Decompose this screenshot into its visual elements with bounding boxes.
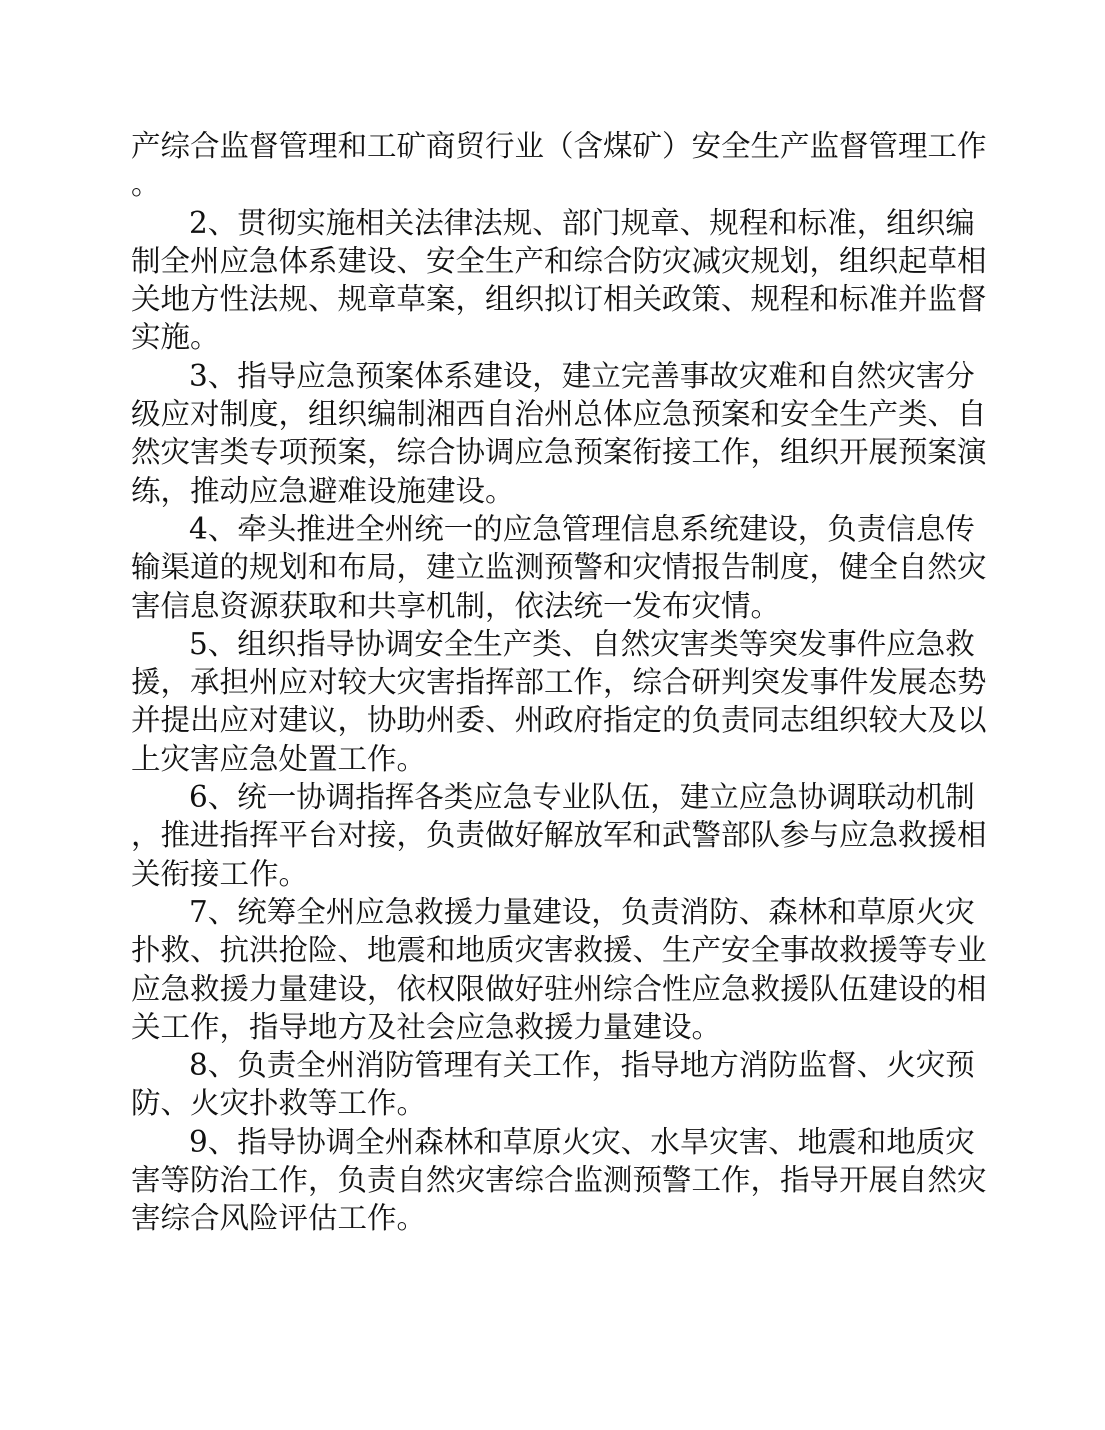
text-line: 级应对制度，组织编制湘西自治州总体应急预案和安全生产类、自 <box>131 397 987 432</box>
text-line: 应急救援力量建设，依权限做好驻州综合性应急救援队伍建设的相 <box>131 971 987 1006</box>
paragraph <box>131 204 987 357</box>
paragraph <box>131 1046 975 1123</box>
paragraph <box>131 625 987 778</box>
paragraph <box>131 510 987 625</box>
text-line: 8、负责全州消防管理有关工作，指导地方消防监督、火灾预 <box>189 1048 975 1083</box>
text-line: 实施。 <box>131 320 220 355</box>
document-body <box>131 127 987 1238</box>
paragraph <box>131 127 987 204</box>
paragraph <box>131 357 987 510</box>
text-line: 制全州应急体系建设、安全生产和综合防灾减灾规划，组织起草相 <box>131 243 987 278</box>
text-line: 并提出应对建议，协助州委、州政府指定的负责同志组织较大及以 <box>131 703 987 738</box>
text-line: 上灾害应急处置工作。 <box>131 741 427 776</box>
text-line: 援，承担州应对较大灾害指挥部工作，综合研判突发事件发展态势 <box>131 665 987 700</box>
text-line: 关工作，指导地方及社会应急救援力量建设。 <box>131 1009 722 1044</box>
text-line: 关衔接工作。 <box>131 856 309 891</box>
text-line: 防、火灾扑救等工作。 <box>131 1086 427 1121</box>
text-line: 2、贯彻实施相关法律法规、部门规章、规程和标准，组织编 <box>189 205 975 240</box>
paragraph <box>131 1123 987 1238</box>
text-line: 害信息资源获取和共享机制，依法统一发布灾情。 <box>131 588 781 623</box>
text-line: 练，推动应急避难设施建设。 <box>131 473 515 508</box>
text-line: 。 <box>131 167 161 202</box>
text-line: 4、牵头推进全州统一的应急管理信息系统建设，负责信息传 <box>189 511 975 546</box>
text-line: 6、统一协调指挥各类应急专业队伍，建立应急协调联动机制 <box>189 780 975 815</box>
text-line: 3、指导应急预案体系建设，建立完善事故灾难和自然灾害分 <box>189 358 975 393</box>
paragraph <box>131 893 987 1046</box>
text-line: 5、组织指导协调安全生产类、自然灾害类等突发事件应急救 <box>189 626 975 661</box>
text-line: 7、统筹全州应急救援力量建设，负责消防、森林和草原火灾 <box>189 894 975 929</box>
text-line: 然灾害类专项预案，综合协调应急预案衔接工作，组织开展预案演 <box>131 435 987 470</box>
text-line: 扑救、抗洪抢险、地震和地质灾害救援、生产安全事故救援等专业 <box>131 933 987 968</box>
text-line: ，推进指挥平台对接，负责做好解放军和武警部队参与应急救援相 <box>131 818 987 853</box>
text-line: 害等防治工作，负责自然灾害综合监测预警工作，指导开展自然灾 <box>131 1163 987 1198</box>
paragraph <box>131 778 987 893</box>
text-line: 关地方性法规、规章草案，组织拟订相关政策、规程和标准并监督 <box>131 282 987 317</box>
text-line: 产综合监督管理和工矿商贸行业（含煤矿）安全生产监督管理工作 <box>131 129 987 163</box>
text-line: 9、指导协调全州森林和草原火灾、水旱灾害、地震和地质灾 <box>189 1124 975 1159</box>
text-line: 输渠道的规划和布局，建立监测预警和灾情报告制度，健全自然灾 <box>131 550 987 585</box>
text-line: 害综合风险评估工作。 <box>131 1201 427 1236</box>
